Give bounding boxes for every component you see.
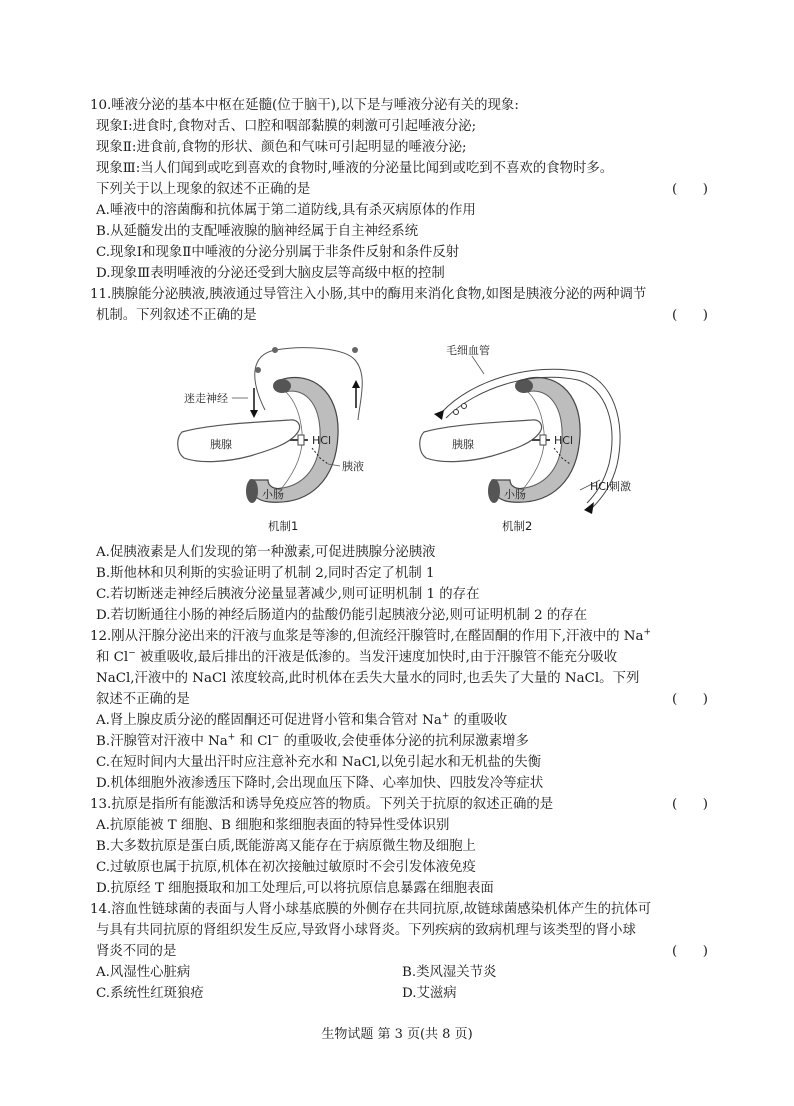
pancreas-shape — [420, 420, 542, 462]
q10-option-c: C.现象Ⅰ和现象Ⅱ中唾液的分泌分别属于非条件反射和条件反射 — [96, 245, 460, 260]
q12-option-b-text-1: B.汗腺管对汗液中 Na — [96, 734, 228, 749]
pancreas-shape — [178, 420, 300, 462]
q11-answer-paren: ( ) — [672, 308, 708, 323]
hormone-dot-2 — [462, 404, 467, 409]
mechanism-1-diagram — [178, 347, 364, 503]
q11-option-c: C.若切断迷走神经后胰液分泌量显著减少,则可证明机制 1 的存在 — [96, 587, 480, 602]
q12-option-c: C.在短时间内大量出汗时应注意补充水和 NaCl,以免引起水和无机盐的失衡 — [96, 755, 542, 770]
nerve-node-3 — [352, 347, 358, 353]
nerve-node-1 — [272, 347, 278, 353]
upward-arrow-head — [352, 380, 360, 388]
label-capillary: 毛细血管 — [446, 344, 490, 357]
label-hcl-2: HCl — [554, 434, 574, 447]
q14-option-d: D.艾滋病 — [402, 986, 457, 1001]
cl-charge: − — [128, 648, 136, 659]
label-pancreatic-juice: 胰液 — [342, 460, 364, 473]
q14-option-a: A.风湿性心脏病 — [96, 965, 191, 980]
downward-arrow-head — [250, 410, 258, 418]
q12-option-b-text-2: 和 Cl — [235, 734, 272, 749]
q12-line2-text-a: 和 Cl — [96, 650, 129, 665]
q14-option-b: B.类风湿关节炎 — [402, 965, 497, 980]
q12-option-b — [96, 732, 529, 752]
label-hcl-stimulus: HCl刺激 — [590, 480, 632, 493]
nerve-node-2 — [255, 367, 261, 373]
q12-option-b-text-3: 的重吸收,会使垂体分泌的抗利尿激素增多 — [279, 734, 529, 749]
q14-answer-paren: ( ) — [672, 944, 708, 959]
stomach-end — [273, 379, 291, 393]
na-charge: + — [643, 627, 652, 638]
duct-junction — [540, 435, 546, 445]
q12-line1-text: 12.刚从汗腺分泌出来的汗液与血浆是等渗的,但流经汗腺管时,在醛固酮的作用下,汗液中的 Na — [90, 629, 644, 644]
duct-junction — [298, 435, 304, 445]
q12-option-a-text-2: 的重吸收 — [449, 713, 508, 728]
pancreas-regulation-figure — [170, 340, 650, 540]
q10-option-d: D.现象Ⅲ表明唾液的分泌还受到大脑皮层等高级中枢的控制 — [96, 266, 445, 281]
q10-phenomenon-2: 现象Ⅱ:进食前,食物的形状、颜色和气味可引起明显的唾液分泌; — [96, 140, 467, 155]
q13-answer-paren: ( ) — [672, 797, 708, 812]
q14-option-c: C.系统性红斑狼疮 — [96, 986, 204, 1001]
na-charge: + — [227, 732, 236, 743]
q13-stem: 13.抗原是指所有能激活和诱导免疫应答的物质。下列关于抗原的叙述正确的是 — [90, 797, 554, 812]
mechanism-2-diagram — [420, 343, 631, 514]
na-charge: + — [441, 711, 450, 722]
label-intestine-1: 小肠 — [262, 488, 284, 501]
hormone-dot-1 — [454, 410, 459, 415]
q11-option-b: B.斯他林和贝利斯的实验证明了机制 2,同时否定了机制 1 — [96, 566, 435, 581]
q12-option-a-text-1: A.肾上腺皮质分泌的醛固酮还可促进肾小管和集合管对 Na — [96, 713, 442, 728]
q14-stem-line1: 14.溶血性链球菌的表面与人肾小球基底膜的外侧存在共同抗原,故链球菌感染机体产生的抗体可 — [90, 902, 652, 917]
q10-answer-paren: ( ) — [672, 182, 708, 197]
q10-phenomenon-1: 现象Ⅰ:进食时,食物对舌、口腔和咽部黏膜的刺激可引起唾液分泌; — [96, 119, 477, 134]
q10-option-b: B.从延髓发出的支配唾液腺的脑神经属于自主神经系统 — [96, 224, 419, 239]
q13-option-b: B.大多数抗原是蛋白质,既能游离又能存在于病原微生物及细胞上 — [96, 839, 476, 854]
q12-stem-line4: 叙述不正确的是 — [96, 692, 190, 707]
q11-stem-line1: 11.胰腺能分泌胰液,胰液通过导管注入小肠,其中的酶用来消化食物,如图是胰液分泌的两种调节 — [90, 287, 647, 302]
label-vagus-nerve: 迷走神经 — [184, 392, 228, 405]
q12-option-d: D.机体细胞外液渗透压下降时,会出现血压下降、心率加快、四肢发冷等症状 — [96, 776, 544, 791]
hcl-stimulus-arrow — [584, 502, 594, 514]
q10-question: 下列关于以上现象的叙述不正确的是 — [96, 182, 311, 197]
q14-stem-line2: 与具有共同抗原的肾组织发生反应,导致肾小球肾炎。下列疾病的致病机理与该类型的肾小球 — [96, 923, 636, 938]
q12-stem-line1 — [90, 627, 651, 647]
page-footer: 生物试题 第 3 页(共 8 页) — [321, 1027, 473, 1042]
capillary-leader-line — [472, 356, 484, 374]
q10-stem: 10.唾液分泌的基本中枢在延髓(位于脑干),以下是与唾液分泌有关的现象: — [90, 98, 519, 113]
label-intestine-2: 小肠 — [504, 488, 526, 501]
q13-option-a: A.抗原能被 T 细胞、B 细胞和浆细胞表面的特异性受体识别 — [96, 818, 450, 833]
label-hcl-1: HCl — [312, 434, 332, 447]
q14-stem-line3: 肾炎不同的是 — [96, 944, 177, 959]
q13-option-c: C.过敏原也属于抗原,机体在初次接触过敏原时不会引发体液免疫 — [96, 860, 476, 875]
q12-stem-line3: NaCl,汗液中的 NaCl 浓度较高,此时机体在丢失大量水的同时,也丢失了大量的 NaCl。下列 — [96, 671, 640, 686]
q10-option-a: A.唾液中的溶菌酶和抗体属于第二道防线,具有杀灭病原体的作用 — [96, 203, 476, 218]
q11-option-d: D.若切断通往小肠的神经后肠道内的盐酸仍能引起胰液分泌,则可证明机制 2 的存在 — [96, 608, 588, 623]
q13-option-d: D.抗原经 T 细胞摄取和加工处理后,可以将抗原信息暴露在细胞表面 — [96, 881, 494, 896]
q12-option-a — [96, 711, 507, 731]
caption-mechanism-2: 机制2 — [502, 519, 533, 533]
caption-mechanism-1: 机制1 — [268, 519, 299, 533]
q12-answer-paren: ( ) — [672, 692, 708, 707]
q11-option-a: A.促胰液素是人们发现的第一种激素,可促进胰腺分泌胰液 — [96, 545, 436, 560]
intestine-end — [246, 479, 258, 503]
label-pancreas-1: 胰腺 — [210, 438, 232, 451]
q12-stem-line2 — [96, 648, 617, 668]
q10-phenomenon-3: 现象Ⅲ:当人们闻到或吃到喜欢的食物时,唾液的分泌量比闻到或吃到不喜欢的食物时多。 — [96, 161, 614, 176]
cl-charge: − — [271, 732, 280, 743]
label-pancreas-2: 胰腺 — [452, 438, 474, 451]
blood-flow-arrow — [434, 410, 444, 420]
intestine-end — [488, 479, 500, 503]
q12-line2-text-b: 被重吸收,最后排出的汗液是低渗的。当发汗速度加快时,由于汗腺管不能充分吸收 — [135, 650, 618, 665]
q11-stem-line2: 机制。下列叙述不正确的是 — [96, 308, 257, 323]
